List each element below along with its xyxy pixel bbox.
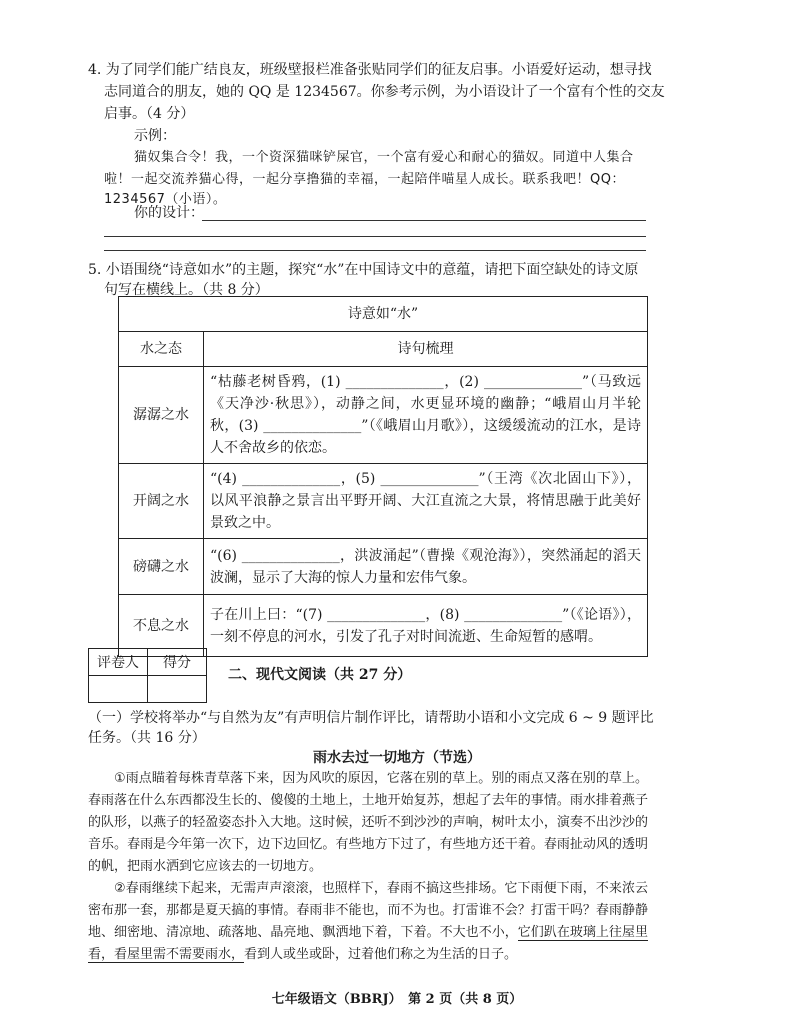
underlined-sentence: 它们趴在玻璃上往屋里看，看屋里需不需要雨水， [88,925,648,962]
q5-line-1: 5. 小语围绕“诗意如水”的主题，探究“水”在中国诗文中的意蕴，请把下面空缺处的诗文原 [88,262,639,278]
answer-line-3[interactable] [104,250,646,251]
score-label: 得分 [148,649,207,676]
col-header-poems: 诗句梳理 [204,332,648,367]
grader-label: 评卷人 [89,649,148,676]
paragraph-2-text: ②春雨继续下起来，无需声声滚滚，也照样下，春雨不搞这些排场。它下雨便下雨，不来浓云密布那一套，那都是夏天搞的事情。春雨非不能也，而不为也。打雷谁不会？打雷干吗？春雨静静地、细密地、清凉地、疏落地、晶亮地、飘洒地下着，下着。不大也不小， [88,881,648,940]
answer-line-1[interactable] [202,220,646,221]
grader-field[interactable] [89,676,148,703]
example-line-1: 猫奴集合令！我，一个资深猫咪铲屎官，一个富有爱心和耐心的猫奴。同道中人集合 [134,150,634,165]
article-paragraph-2 [88,878,648,966]
row-state: 开阔之水 [119,464,204,539]
row-poem-text: 子在川上曰：“(7) ______________，(8) ______________”（《论语》），一刻不停息的河水，引发了孔子对时间流逝、生命短暂的感喟。 [204,595,648,657]
page-footer: 七年级语文（BBRJ） 第 2 页（共 8 页） [271,992,523,1007]
article-paragraph-1: ①雨点瞄着每株青草落下来，因为风吹的原因，它落在别的草上。别的雨点又落在别的草上。春雨落在什么东西都没生长的、傻傻的土地上，土地开始复苏，想起了去年的事情。雨水排着燕子的队形，以燕子的轻盈姿态扑入大地。这时候，还听不到沙沙的声响，树叶太小，演奏不出沙沙的音乐。春雨是今年第一次下，边下边回忆。有些地方下过了，有些地方还干着。春雨扯动风的透明的帆，把雨水洒到它应该去的一切地方。 [88,771,648,874]
row-state: 潺潺之水 [119,367,204,464]
row-poem-text: “枯藤老树昏鸦，(1) ______________，(2) ______________”（马致远《天净沙·秋思》），动静之间，水更显环境的幽静；“峨眉山月半轮秋，(3) ______________”（《峨眉山月歌》），这缓缓流动的江水，是诗人不舍故乡的依恋。 [204,367,648,464]
answer-line-2[interactable] [104,236,646,237]
poem-table [118,296,648,657]
q4-line-3: 启事。（4 分） [104,106,195,122]
score-box [88,648,207,703]
q5-line-2: 句写在横线上。（共 8 分） [104,282,269,298]
paragraph-2-tail: 看到人或坐或卧，过着他们称之为生活的日子。 [244,947,518,962]
example-label: 示例： [134,128,176,144]
row-poem-text: “(6) ______________，洪波涌起”（曹操《观沧海》），突然涌起的滔天波澜，显示了大海的惊人力量和宏伟气象。 [204,539,648,595]
example-line-3: 1234567（小语）。 [104,192,227,207]
row-state: 磅礴之水 [119,539,204,595]
part1-intro-2: 任务。（共 16 分） [88,730,206,746]
score-field[interactable] [148,676,207,703]
section-title: 二、现代文阅读（共 27 分） [228,667,412,683]
article-title: 雨水去过一切地方（节选） [313,750,481,766]
design-label: 你的设计： [134,205,204,221]
example-line-2: 啦！一起交流养猫心得，一起分享撸猫的幸福，一起陪伴喵星人成长。联系我吧！QQ： [104,172,625,187]
q4-line-2: 志同道合的朋友，她的 QQ 是 1234567。你参考示例，为小语设计了一个富有个性的交友 [104,84,665,100]
q4-line-1: 4. 为了同学们能广结良友，班级壁报栏准备张贴同学们的征友启事。小语爱好运动，想寻找 [88,62,652,78]
table-title: 诗意如“水” [119,297,648,332]
row-state: 不息之水 [119,595,204,657]
col-header-state: 水之态 [119,332,204,367]
part1-intro-1: （一）学校将举办“与自然为友”有声明信片制作评比，请帮助小语和小文完成 6 ~ 9 题评比 [88,710,654,726]
row-poem-text: “(4) ______________，(5) ______________”（王湾《次北固山下》），以风平浪静之景言出平野开阔、大江直流之大景，将情思融于此美好景致之中。 [204,464,648,539]
